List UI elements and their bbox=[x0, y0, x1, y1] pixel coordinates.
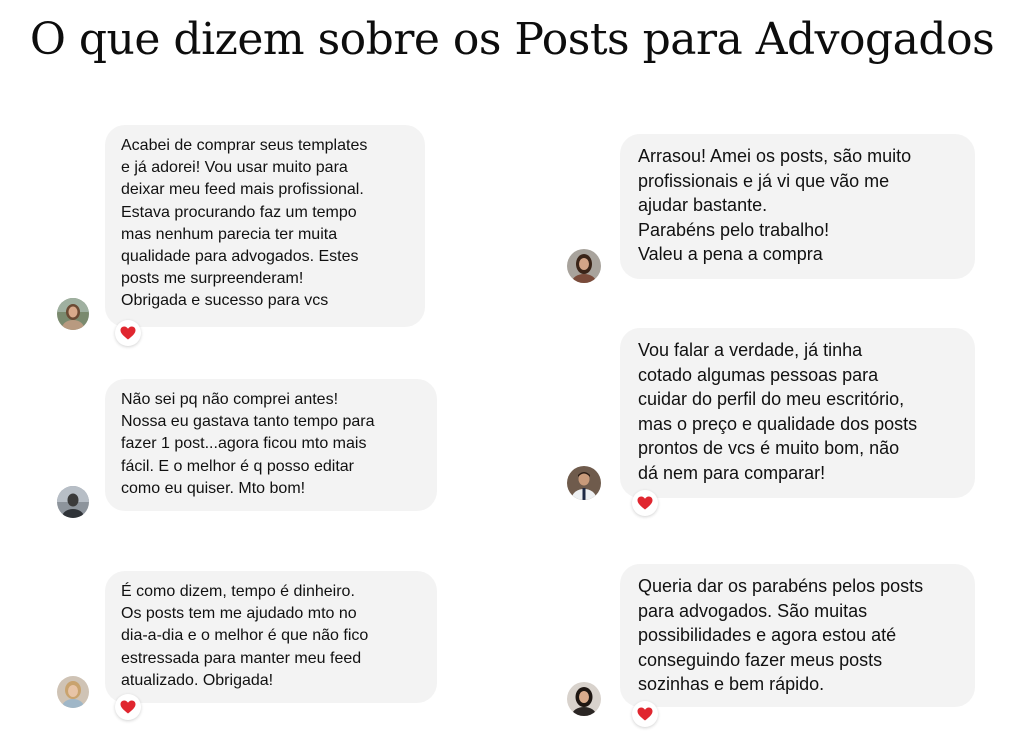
comment-line: conseguindo fazer meus posts bbox=[638, 649, 883, 670]
comment-line: mas o preço e qualidade dos posts bbox=[638, 413, 918, 434]
comment-bubble bbox=[105, 379, 437, 511]
comment-line: mas nenhum parecia ter muita bbox=[121, 225, 338, 243]
comment-line: Parabéns pelo trabalho! bbox=[638, 219, 830, 240]
comment-line: Os posts tem me ajudado mto no bbox=[121, 605, 357, 623]
comment-line: Queria dar os parabéns pelos posts bbox=[638, 576, 924, 596]
avatar-photo-icon bbox=[567, 466, 601, 500]
avatar[interactable] bbox=[57, 676, 89, 708]
page-title: O que dizem sobre os Posts para Advogados bbox=[29, 14, 995, 65]
comment-line: Acabei de comprar seus templates bbox=[121, 137, 368, 154]
comment-line: ajudar bastante. bbox=[638, 195, 768, 216]
avatar-photo-icon bbox=[567, 249, 601, 283]
comment-bubble bbox=[105, 125, 425, 327]
comment-bubble bbox=[620, 134, 975, 279]
avatar[interactable] bbox=[567, 682, 601, 716]
comment-line: posts me surpreenderam! bbox=[121, 270, 304, 288]
comment-line: Obrigada e sucesso para vcs bbox=[121, 292, 329, 310]
comment-line: cotado algumas pessoas para bbox=[638, 364, 879, 385]
comment-line: possibilidades e agora estou até bbox=[638, 625, 897, 646]
comment-bubble bbox=[620, 564, 975, 707]
comment-line: como eu quiser. Mto bom! bbox=[121, 479, 306, 497]
comment-line: Valeu a pena a compra bbox=[638, 244, 823, 265]
avatar[interactable] bbox=[57, 486, 89, 518]
comment-bubble bbox=[105, 571, 437, 703]
comment-line: e já adorei! Vou usar muito para bbox=[121, 159, 348, 177]
comment-line: estressada para manter meu feed bbox=[121, 649, 362, 667]
comment-line: para advogados. São muitas bbox=[638, 600, 868, 621]
comment-line: Não sei pq não comprei antes! bbox=[121, 391, 339, 408]
avatar[interactable] bbox=[567, 249, 601, 283]
comment-line: sozinhas e bem rápido. bbox=[638, 674, 825, 695]
comment-line: fazer 1 post...agora ficou mto mais bbox=[121, 435, 367, 453]
comment-line: fácil. E o melhor é q posso editar bbox=[121, 457, 355, 475]
avatar[interactable] bbox=[567, 466, 601, 500]
comment-line: Nossa eu gastava tanto tempo para bbox=[121, 413, 375, 431]
avatar-photo-icon bbox=[57, 486, 89, 518]
comment-line: atualizado. Obrigada! bbox=[121, 671, 274, 689]
avatar-photo-icon bbox=[57, 298, 89, 330]
comment-line: Arrasou! Amei os posts, são muito bbox=[638, 146, 912, 166]
comment-line: cuidar do perfil do meu escritório, bbox=[638, 389, 905, 410]
heart-icon bbox=[637, 496, 653, 510]
heart-icon bbox=[120, 326, 136, 340]
heart-reaction[interactable] bbox=[632, 701, 658, 727]
comment-bubble bbox=[620, 328, 975, 498]
avatar-photo-icon bbox=[567, 682, 601, 716]
avatar-photo-icon bbox=[57, 676, 89, 708]
comment-line: dia-a-dia e o melhor é que não fico bbox=[121, 627, 369, 645]
comment-line: Vou falar a verdade, já tinha bbox=[638, 340, 863, 360]
comment-line: Estava procurando faz um tempo bbox=[121, 203, 357, 221]
comment-line: profissionais e já vi que vão me bbox=[638, 170, 890, 191]
comment-line: qualidade para advogados. Estes bbox=[121, 248, 359, 266]
avatar[interactable] bbox=[57, 298, 89, 330]
heart-reaction[interactable] bbox=[115, 694, 141, 720]
heart-reaction[interactable] bbox=[632, 490, 658, 516]
comment-line: prontos de vcs é muito bom, não bbox=[638, 438, 900, 459]
heart-reaction[interactable] bbox=[115, 320, 141, 346]
comment-line: dá nem para comparar! bbox=[638, 462, 826, 483]
heart-icon bbox=[637, 707, 653, 721]
heart-icon bbox=[120, 700, 136, 714]
comment-line: É como dizem, tempo é dinheiro. bbox=[121, 583, 355, 600]
comment-line: deixar meu feed mais profissional. bbox=[121, 181, 364, 199]
